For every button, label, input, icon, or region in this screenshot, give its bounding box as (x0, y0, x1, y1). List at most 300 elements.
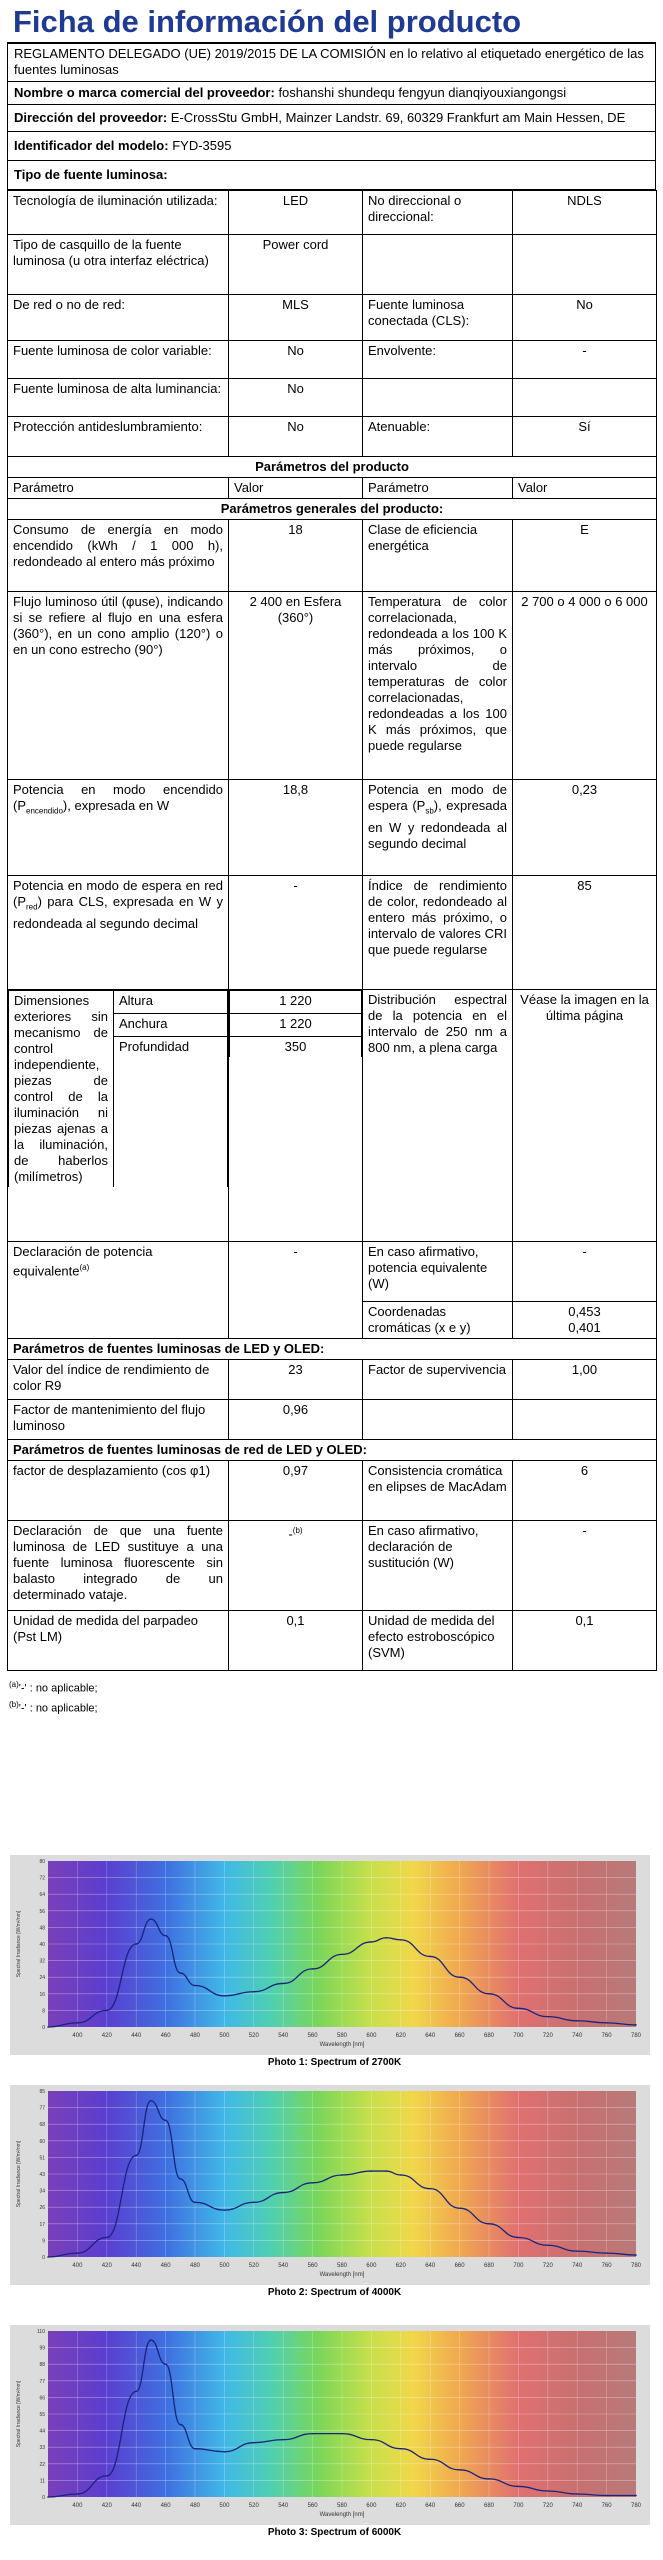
type-row (8, 295, 657, 341)
x-tick-label: 660 (454, 2503, 465, 2509)
type-row (8, 379, 657, 417)
y-tick-label: 88 (39, 2362, 45, 2369)
equivalent-power-label: En caso afirmativo, potencia equivalente (W) (363, 1242, 513, 1302)
type-value: - (513, 341, 657, 379)
spectrum-point (150, 2339, 152, 2341)
energy-value: 18 (229, 520, 363, 592)
stroboscopic-label: Unidad de medida del efecto estroboscópico (SVM) (363, 1611, 513, 1671)
spectrum-point (180, 2178, 182, 2180)
spectrum-point (459, 2207, 461, 2209)
x-tick-label: 600 (366, 2033, 377, 2039)
spectrum-point (253, 1991, 255, 1993)
x-tick-label: 480 (189, 2263, 201, 2269)
x-tick-label: 620 (395, 2033, 406, 2039)
spectrum-point (180, 2424, 182, 2426)
x-tick-label: 500 (219, 2503, 230, 2509)
y-tick-label: 77 (39, 2105, 45, 2112)
spectrum-point (106, 2237, 108, 2239)
spectrum-point (488, 2478, 490, 2480)
x-tick-label: 680 (483, 2033, 495, 2039)
x-axis-label: Wavelength [nm] (319, 2512, 365, 2518)
spectrum-point (400, 1939, 402, 1941)
dimensions-label: Dimensiones exteriores sin mecanismo de control independiente, piezas de control de la iluminación ni piezas ajenas a la iluminación, de haberlos (milímetros) (9, 991, 114, 1188)
page-title: Ficha de información del producto (13, 4, 522, 39)
type-value: Sí (513, 417, 657, 457)
equivalent-power-value: - (513, 1242, 657, 1302)
spectrum-figure-2 (10, 2085, 659, 2298)
x-axis-label: Wavelength [nm] (319, 2042, 365, 2048)
equivalent-value: - (229, 1242, 363, 1339)
spd-label: Distribución espectral de la potencia en el intervalo de 250 nm a 800 nm, a plena carga (363, 990, 513, 1242)
spectrum-point (77, 2022, 79, 2024)
spectrum-point (224, 1995, 226, 1997)
replacement-label: Declaración de que una fuente luminosa de LED sustituye a una fuente luminosa fluorescente sin balasto integrado de un determinado vataje. (8, 1521, 229, 1611)
energy-row (8, 520, 657, 592)
x-tick-label: 740 (572, 2033, 583, 2039)
power-on-value: 18,8 (229, 780, 363, 876)
y-tick-label: 77 (39, 2378, 45, 2385)
type-value: MLS (229, 295, 363, 341)
dimensions-inner (8, 990, 228, 1187)
type-label: Envolvente: (363, 341, 513, 379)
spectrum-point (194, 1985, 196, 1987)
type-label: Fuente luminosa de color variable: (8, 341, 229, 379)
y-tick-label: 33 (39, 2445, 45, 2452)
eclass-label: Clase de eficiencia energética (363, 520, 513, 592)
spectrum-point (165, 2363, 167, 2365)
spectrum-point (576, 2020, 578, 2022)
x-tick-label: 400 (72, 2263, 83, 2269)
spd-value: Véase la imagen en la última página (513, 990, 657, 1242)
x-tick-label: 520 (248, 2263, 259, 2269)
type-label: Tecnología de iluminación utilizada: (8, 191, 229, 235)
type-label: Tipo de casquillo de la fuente luminosa (u otra interfaz eléctrica) (8, 235, 229, 295)
x-tick-label: 680 (483, 2263, 495, 2269)
x-tick-label: 440 (131, 2503, 142, 2509)
x-tick-label: 700 (513, 2263, 524, 2269)
led-heading: Parámetros de fuentes luminosas de LED y OLED: (8, 1339, 657, 1360)
y-tick-label: 26 (39, 2205, 45, 2212)
supplier-value: foshanshi shundequ fengyun dianqiyouxiangongsi (278, 85, 567, 100)
type-value: No (229, 379, 363, 417)
spectrum-point (518, 2237, 520, 2239)
network-standby-row (8, 876, 657, 990)
dimensions-cell (8, 990, 229, 1242)
r9-value: 23 (229, 1360, 363, 1400)
chromaticity-y: 0,401 (568, 1320, 601, 1335)
spectrum-point (77, 2493, 79, 2495)
column-header-row (8, 478, 657, 499)
y-tick-label: 99 (39, 2345, 45, 2352)
type-label: No direccional o direccional: (363, 191, 513, 235)
stroboscopic-value: 0,1 (513, 1611, 657, 1671)
y-tick-label: 0 (42, 2495, 45, 2501)
spectrum-point (400, 2174, 402, 2176)
x-tick-label: 400 (72, 2503, 83, 2509)
x-tick-label: 700 (513, 2033, 524, 2039)
x-tick-label: 540 (278, 2263, 289, 2269)
x-tick-label: 720 (542, 2263, 553, 2269)
dim-name: Profundidad (114, 1037, 228, 1188)
y-tick-label: 43 (39, 2172, 45, 2178)
y-axis-label: Spectral Irradiance [W/m²/nm] (16, 1910, 22, 1978)
product-information-sheet (7, 0, 656, 1716)
x-tick-label: 780 (630, 2503, 642, 2509)
maintenance-value: 0,96 (229, 1400, 363, 1440)
type-row (8, 417, 657, 457)
replacement-power-value: - (513, 1521, 657, 1611)
spectrum-point (385, 2170, 387, 2172)
y-tick-label: 72 (39, 1875, 45, 1882)
y-axis-label: Spectral Irradiance [W/m²/nm] (16, 2140, 22, 2208)
x-tick-label: 560 (307, 2033, 318, 2039)
type-row (8, 235, 657, 295)
spectrum-figure-3 (10, 2325, 659, 2538)
x-axis-label: Wavelength [nm] (319, 2272, 365, 2278)
x-tick-label: 560 (307, 2503, 318, 2509)
spectrum-point (253, 2202, 255, 2204)
cct-label: Temperatura de color correlacionada, redondeada a los 100 K más próximos, o intervalo de temperaturas de color correlacionadas, redondeadas a los 100 K más próximos, que puede regularse (363, 592, 513, 780)
x-tick-label: 560 (307, 2263, 318, 2269)
x-tick-label: 660 (454, 2033, 465, 2039)
dim-value: 350 (230, 1037, 362, 1058)
y-tick-label: 85 (39, 2089, 45, 2095)
mains-heading-row (8, 1440, 657, 1461)
header-block (7, 42, 656, 190)
spectrum-point (518, 2008, 520, 2010)
led-heading-row (8, 1339, 657, 1360)
power-on-row (8, 780, 657, 876)
spectrum-point (606, 2495, 608, 2497)
power-on-label: Potencia en modo encendido $(P_{encendido})$, expresada en W (8, 780, 229, 876)
general-heading: Parámetros generales del producto: (8, 499, 657, 520)
dim-value: 1 220 (230, 1014, 362, 1037)
type-value: No (229, 417, 363, 457)
col-value-header: Valor (513, 478, 657, 499)
x-tick-label: 740 (572, 2503, 583, 2509)
y-tick-label: 34 (39, 2188, 45, 2195)
standby-label: Potencia en modo de espera $(P_{sb})$, expresada en W y redondeada al segundo decimal (363, 780, 513, 876)
x-tick-label: 660 (454, 2263, 465, 2269)
spectrum-point (282, 2192, 284, 2194)
spectrum-point (47, 2256, 49, 2258)
x-tick-label: 740 (572, 2263, 583, 2269)
spectrum-point (106, 2475, 108, 2477)
y-tick-label: 66 (39, 2395, 45, 2402)
x-tick-label: 780 (630, 2263, 642, 2269)
spectrum-point (606, 2022, 608, 2024)
y-tick-label: 68 (39, 2122, 45, 2129)
spectrum-point (312, 1968, 314, 1970)
x-tick-label: 760 (601, 2033, 612, 2039)
x-tick-label: 540 (278, 2503, 289, 2509)
displacement-value: 0,97 (229, 1461, 363, 1521)
spectrum-point (135, 2155, 137, 2157)
cri-value: 85 (513, 876, 657, 990)
x-tick-label: 640 (425, 2033, 436, 2039)
y-tick-label: 55 (39, 2412, 45, 2418)
x-tick-label: 420 (101, 2033, 112, 2039)
x-tick-label: 760 (601, 2263, 612, 2269)
type-value: Power cord (229, 235, 363, 295)
macadam-label: Consistencia cromática en elipses de MacAdam (363, 1461, 513, 1521)
spectrum-point (385, 1937, 387, 1939)
spectrum-point (488, 2223, 490, 2225)
spectrum-point (282, 2439, 284, 2441)
x-tick-label: 520 (248, 2503, 259, 2509)
equivalent-label: Declaración de potencia equivalente$^{(a)}$ (8, 1242, 229, 1339)
type-heading: Tipo de fuente luminosa: (14, 167, 168, 182)
spectrum-point (547, 2490, 549, 2492)
spectrum-point (180, 1972, 182, 1974)
replacement-power-label: En caso afirmativo, declaración de sustitución (W) (363, 1521, 513, 1611)
eclass-value: E (513, 520, 657, 592)
col-param-header: Parámetro (363, 478, 513, 499)
spectrum-point (150, 2100, 152, 2102)
type-label (363, 235, 513, 295)
standby-value: 0,23 (513, 780, 657, 876)
dim-name: Altura (114, 991, 228, 1014)
spectrum-point (459, 2469, 461, 2471)
x-tick-label: 620 (395, 2503, 406, 2509)
spectrum-point (47, 2496, 49, 2498)
product-params-heading: Parámetros del producto (8, 457, 657, 478)
type-value: No (513, 295, 657, 341)
type-label: Atenuable: (363, 417, 513, 457)
supplier-row (8, 82, 655, 105)
x-tick-label: 440 (131, 2033, 142, 2039)
dimensions-row (8, 990, 657, 1242)
x-tick-label: 580 (336, 2033, 348, 2039)
y-tick-label: 51 (39, 2155, 45, 2162)
x-tick-label: 680 (483, 2503, 495, 2509)
y-tick-label: 0 (42, 2255, 45, 2261)
y-tick-label: 8 (42, 2008, 45, 2015)
spectrum-point (194, 2448, 196, 2450)
type-label: Fuente luminosa conectada (CLS): (363, 295, 513, 341)
x-tick-label: 720 (542, 2033, 553, 2039)
x-tick-label: 460 (160, 2033, 171, 2039)
spectrum-point (135, 2391, 137, 2393)
r9-row (8, 1360, 657, 1400)
address-label: Dirección del proveedor: (14, 110, 168, 125)
type-label: Protección antideslumbramiento: (8, 417, 229, 457)
x-tick-label: 460 (160, 2263, 171, 2269)
x-tick-label: 780 (630, 2033, 642, 2039)
x-tick-label: 400 (72, 2033, 83, 2039)
r9-label: Valor del índice de rendimiento de color R9 (8, 1360, 229, 1400)
x-tick-label: 720 (542, 2503, 553, 2509)
spectrum-point (518, 2486, 520, 2488)
x-tick-label: 600 (366, 2503, 377, 2509)
survival-label: Factor de supervivencia (363, 1360, 513, 1400)
spectrum-point (253, 2442, 255, 2444)
spectrum-point (371, 1941, 373, 1943)
dim-value: 1 220 (230, 991, 362, 1014)
type-value (513, 235, 657, 295)
y-tick-label: 9 (42, 2238, 45, 2245)
x-tick-label: 760 (601, 2503, 612, 2509)
spectrum-point (547, 2244, 549, 2246)
spectrum-point (635, 2254, 637, 2256)
mains-heading: Parámetros de fuentes luminosas de red de LED y OLED: (8, 1440, 657, 1461)
maintenance-label: Factor de mantenimiento del flujo luminoso (8, 1400, 229, 1440)
spectrum-point (635, 2024, 637, 2026)
y-tick-label: 32 (39, 1958, 45, 1965)
y-tick-label: 80 (39, 1859, 45, 1865)
x-tick-label: 580 (336, 2503, 348, 2509)
y-tick-label: 16 (39, 1991, 45, 1998)
dimensions-values (229, 990, 362, 1057)
spectrum-point (341, 2174, 343, 2176)
network-standby-value: - (229, 876, 363, 990)
y-tick-label: 110 (37, 2329, 45, 2335)
y-tick-label: 11 (39, 2478, 45, 2485)
spectrum-point (488, 1993, 490, 1995)
cct-value: 2 700 o 4 000 o 6 000 (513, 592, 657, 780)
x-tick-label: 580 (336, 2263, 348, 2269)
type-label: De red o no de red: (8, 295, 229, 341)
survival-value: 1,00 (513, 1360, 657, 1400)
supplier-label: Nombre o marca comercial del proveedor: (14, 85, 275, 100)
x-tick-label: 420 (101, 2503, 112, 2509)
x-tick-label: 420 (101, 2263, 112, 2269)
spectrum-point (459, 1976, 461, 1978)
network-standby-label: Potencia en modo de espera en red $(P_{red})$ para CLS, expresada en W y redondeada al segundo decimal (8, 876, 229, 990)
flux-row (8, 592, 657, 780)
x-tick-label: 600 (366, 2263, 377, 2269)
spectrum-point (47, 2026, 49, 2028)
macadam-value: 6 (513, 1461, 657, 1521)
y-tick-label: 56 (39, 1908, 45, 1915)
spectrum-point (429, 1956, 431, 1958)
x-tick-label: 480 (189, 2503, 201, 2509)
replacement-row (8, 1521, 657, 1611)
footnote-b: $^{(b)}$'-' : no aplicable; (9, 1699, 98, 1715)
x-tick-label: 700 (513, 2503, 524, 2509)
y-tick-label: 0 (42, 2025, 45, 2031)
model-row (8, 132, 655, 161)
y-tick-label: 24 (39, 1975, 45, 1982)
address-value: E-CrossStu GmbH, Mainzer Landstr. 69, 60329 Frankfurt am Main Hessen, DE (170, 110, 626, 125)
equivalent-row (8, 1242, 657, 1302)
flux-label: Flujo luminoso útil (φuse), indicando si se refiere al flujo en una esfera (360°), en un cono amplio (120°) o en un cono estrecho (90°) (8, 592, 229, 780)
flux-value: 2 400 en Esfera (360°) (229, 592, 363, 780)
energy-label: Consumo de energía en modo encendido (kWh / 1 000 h), redondeado al entero más próximo (8, 520, 229, 592)
spectrum-chart-4000k (10, 2085, 650, 2285)
spectrum-point (77, 2252, 79, 2254)
spectrum-point (576, 2493, 578, 2495)
spectrum-point (371, 2439, 373, 2441)
displacement-label: factor de desplazamiento (cos φ1) (8, 1461, 229, 1521)
spectrum-point (429, 2458, 431, 2460)
x-tick-label: 620 (395, 2263, 406, 2269)
spectrum-point (194, 2202, 196, 2204)
chromaticity-x: 0,453 (568, 1304, 601, 1319)
type-value: NDLS (513, 191, 657, 235)
address-row (8, 105, 655, 132)
x-tick-label: 460 (160, 2503, 171, 2509)
spectrum-point (312, 2433, 314, 2435)
cri-label: Índice de rendimiento de color, redondeado al entero más próximo, o intervalo de valores CRI que puede regularse (363, 876, 513, 990)
dimensions-values-cell (229, 990, 363, 1242)
spectrum-point (371, 2170, 373, 2172)
spectrum-point (341, 1954, 343, 1956)
y-tick-label: 22 (39, 2461, 45, 2468)
spectrum-point (312, 2182, 314, 2184)
x-tick-label: 500 (219, 2033, 230, 2039)
spectrum-point (224, 2451, 226, 2453)
replacement-value: -$^{(b)}$ (229, 1521, 363, 1611)
x-tick-label: 520 (248, 2033, 259, 2039)
y-tick-label: 40 (39, 1942, 45, 1948)
x-tick-label: 480 (189, 2033, 201, 2039)
type-label (363, 379, 513, 417)
spectrum-point (224, 2209, 226, 2211)
y-tick-label: 17 (39, 2221, 45, 2228)
spectrum-point (429, 2188, 431, 2190)
flicker-value: 0,1 (229, 1611, 363, 1671)
spectrum-point (165, 1935, 167, 1937)
y-tick-label: 44 (39, 2428, 45, 2435)
x-tick-label: 640 (425, 2503, 436, 2509)
model-value: FYD-3595 (172, 138, 232, 153)
maintenance-row (8, 1400, 657, 1440)
type-value: LED (229, 191, 363, 235)
y-tick-label: 60 (39, 2138, 45, 2145)
spectrum-caption: Photo 2: Spectrum of 4000K (267, 2287, 402, 2298)
spectrum-point (400, 2448, 402, 2450)
type-row (8, 341, 657, 379)
spectrum-figure-1 (10, 1855, 659, 2068)
x-tick-label: 440 (131, 2263, 142, 2269)
col-value-header: Valor (229, 478, 363, 499)
general-heading-row (8, 499, 657, 520)
y-axis-label: Spectral Irradiance [W/m²/nm] (16, 2380, 22, 2448)
chromaticity-value (513, 1302, 657, 1339)
chromaticity-label: Coordenadas cromáticas (x e y) (363, 1302, 513, 1339)
type-value: No (229, 341, 363, 379)
spectrum-point (341, 2433, 343, 2435)
model-label: Identificador del modelo: (14, 138, 169, 153)
dim-name: Anchura (114, 1014, 228, 1037)
product-params-heading-row (8, 457, 657, 478)
spectrum-caption: Photo 3: Spectrum of 6000K (267, 2527, 402, 2538)
type-row (8, 191, 657, 235)
spectrum-point (150, 1918, 152, 1920)
spectrum-chart-2700k (10, 1855, 650, 2055)
y-tick-label: 48 (39, 1925, 45, 1932)
spectrum-point (606, 2252, 608, 2254)
flicker-label: Unidad de medida del parpadeo (Pst LM) (8, 1611, 229, 1671)
footnotes (7, 1677, 656, 1716)
parameters-table (7, 190, 657, 1671)
spectrum-point (635, 2495, 637, 2497)
col-param-header: Parámetro (8, 478, 229, 499)
spectrum-caption: Photo 1: Spectrum of 2700K (267, 2057, 402, 2068)
y-tick-label: 64 (39, 1892, 45, 1899)
spectrum-point (282, 1983, 284, 1985)
flicker-row (8, 1611, 657, 1671)
spectrum-point (106, 2010, 108, 2012)
footnote-a: $^{(a)}$'-' : no aplicable; (9, 1680, 98, 1695)
spectrum-chart-6000k (10, 2325, 650, 2525)
regulation-text: REGLAMENTO DELEGADO (UE) 2019/2015 DE LA COMISIÓN en lo relativo al etiquetado energético de las fuentes luminosas (8, 44, 655, 82)
displacement-row (8, 1461, 657, 1521)
spectrum-point (547, 2016, 549, 2018)
x-tick-label: 500 (219, 2263, 230, 2269)
x-tick-label: 540 (278, 2033, 289, 2039)
